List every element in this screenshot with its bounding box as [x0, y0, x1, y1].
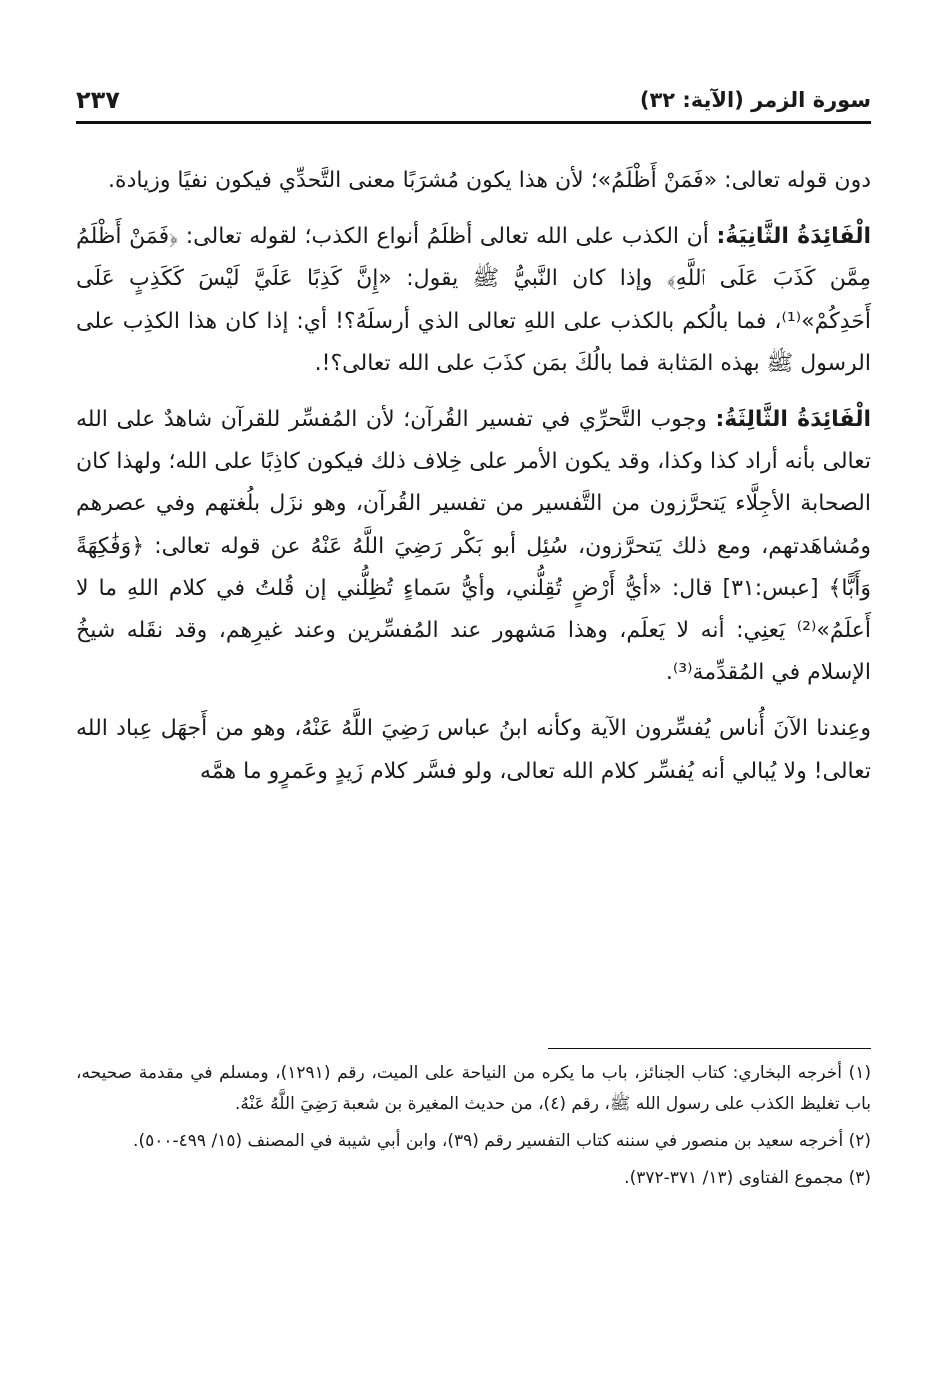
main-text	[76, 160, 871, 807]
footnotes	[76, 1058, 871, 1200]
paragraph-1: دون قوله تعالى: «فَمَنْ أَظْلَمُ»؛ لأن هذا يكون مُشرَبًا معنى التَّحدِّي فيكون نفيًا وزيادة.	[108, 168, 871, 193]
benefit-heading-3: الْفَائِدَةُ الثَّالِثَةُ:	[715, 407, 872, 433]
paragraph-2	[76, 216, 871, 385]
footnote-2: (٢) أخرجه سعيد بن منصور في سننه كتاب التفسير رقم (٣٩)، وابن أبي شيبة في المصنف (١٥/ ٤٩٩-٥٠٠).	[133, 1131, 871, 1151]
benefit-heading-2: الْفَائِدَةُ الثَّانِيَةُ:	[716, 224, 872, 250]
page-number: ٢٣٧	[76, 86, 120, 114]
paragraph-2-text: أن الكذب على الله تعالى أظلَمُ أنواع الكذب؛ لقوله تعالى: ﴿فَمَنْ أَظْلَمُ مِمَّن كَذَبَ عَلَى ٱللَّهِ﴾ وإذا كان النَّبيُّ ﷺ يقول: «إِنَّ كَذِبًا عَلَيَّ لَيْسَ كَكَذِبٍ عَلَى أَحَدِكُمْ»⁽¹⁾، فما بالُكم بالكذب على اللهِ تعالى الذي أرسلَهُ؟! أي: إذا كان هذا الكذِب على الرسول ﷺ بهذه المَثابة فما بالُكَ بمَن كذَبَ على الله تعالى؟!.	[76, 224, 871, 376]
paragraph-3-text: وجوب التَّحرِّي في تفسير القُرآن؛ لأن المُفسِّر للقرآن شاهدٌ على الله تعالى بأنه أراد كذا وكذا، وقد يكون الأمر على خِلاف ذلك فيكون كاذِبًا على الله؛ ولهذا كان الصحابة الأجِلَّاء يَتحرَّزون من التَّفسير من تفسير القُرآن، وهو نزَل بلُغتهم وفي عصرهم ومُشاهَدتهم، ومع ذلك يَتحرَّزون، سُئِل أبو بَكْر رَضِيَ اللَّهُ عَنْهُ عن قوله تعالى: ﴿وَفَٰكِهَةً وَأَبًّا﴾ [عبس:٣١] قال: «أيُّ أَرْضٍ تُقِلُّني، وأيُّ سَماءٍ تُظِلُّني إن قُلتُ في كلام اللهِ ما لا أَعلَمُ»⁽²⁾ يَعنِي: أنه لا يَعلَم، وهذا مَشهور عند المُفسِّرين وعند غيرِهم، وقد نقَله شيخُ الإسلام في المُقدِّمة⁽³⁾.	[76, 407, 871, 686]
header-rule	[76, 121, 871, 124]
surah-title: سورة الزمر (الآية: ٣٢)	[639, 88, 871, 112]
paragraph-4: وعِندنا الآنَ أُناس يُفسِّرون الآية وكأنه ابنُ عباس رَضِيَ اللَّهُ عَنْهُ، وهو من أَجهَل عِباد الله تعالى! ولا يُبالي أنه يُفسِّر كلام الله تعالى، ولو فسَّر كلام زَيدٍ وعَمرٍو ما همَّه	[76, 716, 871, 784]
running-header	[76, 84, 871, 122]
footnote-1: (١) أخرجه البخاري: كتاب الجنائز، باب ما يكره من النياحة على الميت، رقم (١٢٩١)، ومسلم في مقدمة صحيحه، باب تغليظ الكذب على رسول الله ﷺ، رقم (٤)، من حديث المغيرة بن شعبة رَضِيَ اللَّهُ عَنْهُ.	[76, 1063, 871, 1114]
paragraph-3	[76, 399, 871, 694]
footnote-3: (٣) مجموع الفتاوى (١٣/ ٣٧١-٣٧٢).	[624, 1168, 871, 1188]
footnote-separator	[548, 1048, 871, 1049]
